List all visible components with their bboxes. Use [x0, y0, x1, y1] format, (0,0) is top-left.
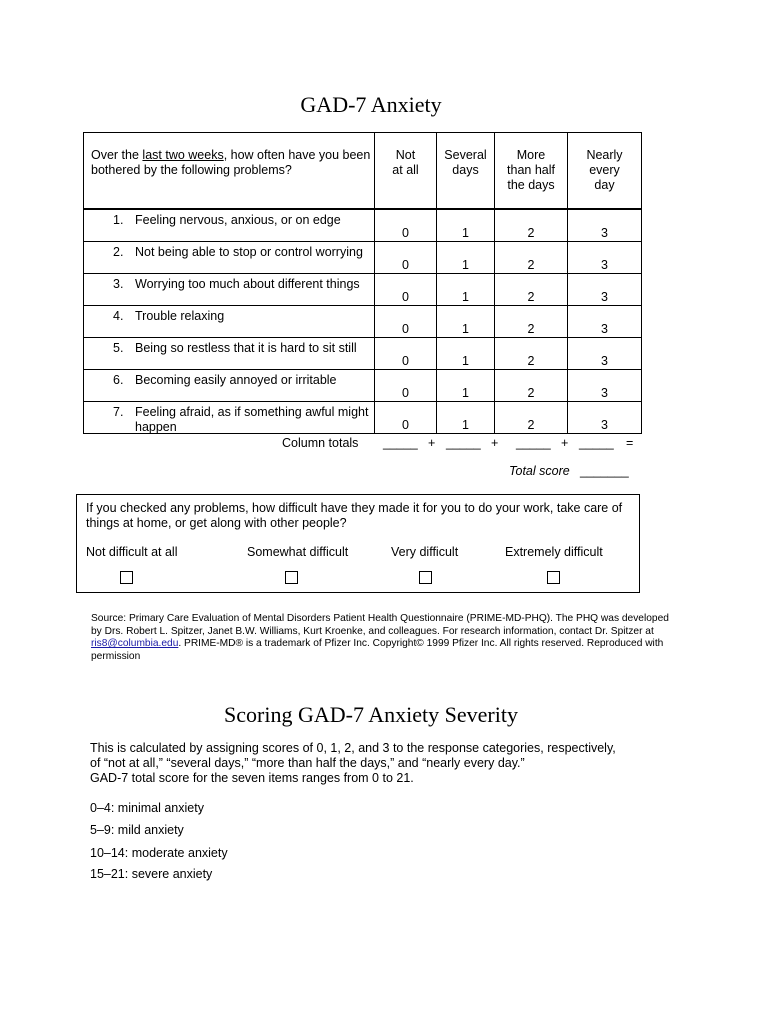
checkbox-not-difficult[interactable]	[120, 571, 133, 584]
page-title: GAD-7 Anxiety	[300, 92, 442, 117]
item-text: Worrying too much about different things	[135, 277, 360, 291]
source-note: Source: Primary Care Evaluation of Mental Disorders Patient Health Questionnaire (PRIME-MD-PHQ). The PHQ was developed by Drs. Robert L. Spitzer, Janet B.W. Williams, Kurt Kroenke, and colleagues. For research information, contact Dr. Spitzer at ris8@columbia.edu. PRIME-MD® is a trademark of Pfizer Inc. Copyright© 1999 Pfizer Inc. All rights reserved. Reproduced with permission	[91, 613, 669, 662]
total-blank-not-at-all[interactable]: _____	[383, 436, 418, 450]
question-prefix: Over the	[91, 148, 143, 162]
score-cell[interactable]: 2	[495, 209, 568, 242]
item-number: 3.	[113, 277, 124, 291]
plus-sign: +	[428, 436, 436, 450]
score-cell[interactable]: 2	[495, 338, 568, 370]
table-header-row	[84, 133, 642, 210]
severity-range-minimal: 0–4: minimal anxiety	[90, 801, 204, 815]
score-cell[interactable]: 3	[568, 274, 642, 306]
score-cell[interactable]: 1	[437, 306, 495, 338]
severity-range-moderate: 10–14: moderate anxiety	[90, 846, 228, 860]
scoring-title: Scoring GAD-7 Anxiety Severity	[224, 702, 518, 727]
item-number: 1.	[113, 213, 124, 227]
score-cell[interactable]: 2	[495, 370, 568, 402]
checkbox-somewhat-difficult[interactable]	[285, 571, 298, 584]
gad7-table	[83, 132, 642, 434]
option-not-difficult-label: Not difficult at all	[86, 545, 178, 559]
score-cell[interactable]: 0	[375, 209, 437, 242]
score-cell[interactable]: 1	[437, 274, 495, 306]
total-score-label: Total score	[509, 464, 570, 478]
column-totals-label: Column totals	[282, 436, 359, 450]
score-cell[interactable]: 1	[437, 402, 495, 434]
item-number: 2.	[113, 245, 124, 259]
option-somewhat-difficult-label: Somewhat difficult	[247, 545, 349, 559]
score-cell[interactable]: 1	[437, 338, 495, 370]
score-cell[interactable]: 2	[495, 306, 568, 338]
column-header-nearly-every-day: Nearly every day	[568, 133, 642, 210]
question-suffix: , how often have you been bothered by the following problems?	[91, 148, 371, 177]
table-row	[84, 209, 642, 242]
table-row	[84, 338, 642, 370]
item-text: Trouble relaxing	[135, 309, 225, 323]
item-number: 7.	[113, 405, 124, 419]
score-cell[interactable]: 0	[375, 306, 437, 338]
severity-range-mild: 5–9: mild anxiety	[90, 823, 184, 837]
score-cell[interactable]: 1	[437, 242, 495, 274]
option-very-difficult-label: Very difficult	[391, 545, 459, 559]
score-cell[interactable]: 3	[568, 306, 642, 338]
table-row	[84, 402, 642, 434]
table-row	[84, 306, 642, 338]
scoring-description-line2: of “not at all,” “several days,” “more than half the days,” and “nearly every day.”	[90, 756, 525, 770]
total-blank-more-than-half[interactable]: _____	[516, 436, 551, 450]
scoring-description-line3: GAD-7 total score for the seven items ranges from 0 to 21.	[90, 771, 414, 785]
question-emphasis: last two weeks	[142, 148, 224, 162]
score-cell[interactable]: 2	[495, 274, 568, 306]
column-header-several-days: Several days	[437, 133, 495, 210]
score-cell[interactable]: 3	[568, 209, 642, 242]
score-cell[interactable]: 0	[375, 370, 437, 402]
table-row	[84, 370, 642, 402]
email-link[interactable]: ris8@columbia.edu	[91, 638, 179, 649]
item-text: Feeling afraid, as if something awful might happen	[135, 405, 369, 434]
total-score-blank[interactable]: _______	[580, 464, 629, 478]
score-cell[interactable]: 3	[568, 338, 642, 370]
option-extremely-difficult-label: Extremely difficult	[505, 545, 603, 559]
question-header	[84, 133, 375, 210]
column-header-not-at-all: Not at all	[375, 133, 437, 210]
score-cell[interactable]: 0	[375, 338, 437, 370]
score-cell[interactable]: 2	[495, 402, 568, 434]
plus-sign: +	[491, 436, 499, 450]
score-cell[interactable]: 1	[437, 370, 495, 402]
score-cell[interactable]: 3	[568, 402, 642, 434]
severity-range-severe: 15–21: severe anxiety	[90, 867, 213, 881]
item-number: 4.	[113, 309, 124, 323]
item-text: Feeling nervous, anxious, or on edge	[135, 213, 341, 227]
item-question	[84, 338, 375, 370]
difficulty-question: If you checked any problems, how difficult have they made it for you to do your work, take care of things at home, or get along with other people?	[86, 501, 623, 530]
item-text: Being so restless that it is hard to sit still	[135, 341, 357, 355]
item-number: 6.	[113, 373, 124, 387]
equals-sign: =	[626, 436, 634, 450]
score-cell[interactable]: 3	[568, 242, 642, 274]
score-cell[interactable]: 0	[375, 242, 437, 274]
total-blank-nearly-every-day[interactable]: _____	[579, 436, 614, 450]
item-question	[84, 209, 375, 242]
difficulty-box	[76, 494, 640, 593]
item-question	[84, 274, 375, 306]
column-header-more-than-half: More than half the days	[495, 133, 568, 210]
plus-sign: +	[561, 436, 569, 450]
item-text: Not being able to stop or control worrying	[135, 245, 363, 259]
item-question	[84, 242, 375, 274]
scoring-description-line1: This is calculated by assigning scores of 0, 1, 2, and 3 to the response categories, respectively,	[90, 741, 616, 755]
score-cell[interactable]: 0	[375, 274, 437, 306]
score-cell[interactable]: 3	[568, 370, 642, 402]
checkbox-extremely-difficult[interactable]	[547, 571, 560, 584]
total-blank-several-days[interactable]: _____	[446, 436, 481, 450]
item-number: 5.	[113, 341, 124, 355]
item-text: Becoming easily annoyed or irritable	[135, 373, 337, 387]
table-row	[84, 274, 642, 306]
table-row	[84, 242, 642, 274]
checkbox-very-difficult[interactable]	[419, 571, 432, 584]
score-cell[interactable]: 2	[495, 242, 568, 274]
item-question	[84, 402, 375, 434]
score-cell[interactable]: 0	[375, 402, 437, 434]
item-question	[84, 370, 375, 402]
item-question	[84, 306, 375, 338]
score-cell[interactable]: 1	[437, 209, 495, 242]
